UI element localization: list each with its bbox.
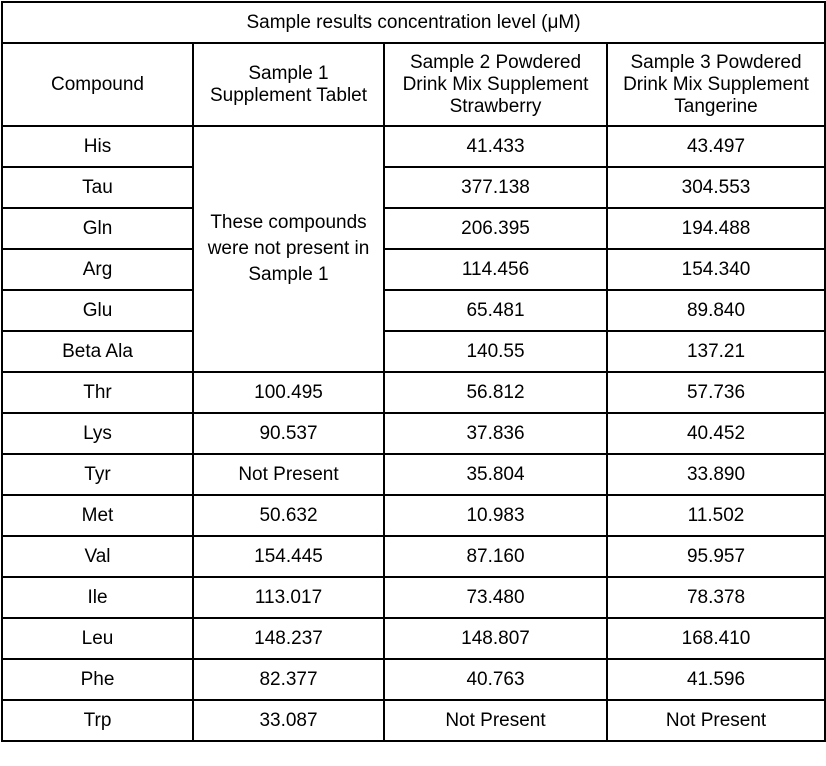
sample-3-value: 41.596 bbox=[607, 659, 825, 700]
sample-3-value: 154.340 bbox=[607, 249, 825, 290]
table-row bbox=[2, 290, 825, 331]
sample-3-value: 168.410 bbox=[607, 618, 825, 659]
sample-3-value: 89.840 bbox=[607, 290, 825, 331]
results-table bbox=[1, 1, 826, 742]
compound-cell: Trp bbox=[2, 700, 193, 741]
sample-3-value: 40.452 bbox=[607, 413, 825, 454]
sample-2-value: 35.804 bbox=[384, 454, 607, 495]
compound-cell: Phe bbox=[2, 659, 193, 700]
compound-cell: Val bbox=[2, 536, 193, 577]
table-title: Sample results concentration level (μM) bbox=[2, 2, 825, 43]
header-compound bbox=[2, 43, 193, 126]
header-row bbox=[2, 43, 825, 126]
header-line: Supplement Tablet bbox=[209, 84, 368, 106]
sample-1-value: 148.237 bbox=[193, 618, 384, 659]
sample-1-value: 82.377 bbox=[193, 659, 384, 700]
table-row bbox=[2, 372, 825, 413]
header-line: Sample 3 Powdered bbox=[630, 51, 802, 73]
compound-cell: His bbox=[2, 126, 193, 167]
sample-1-value: 113.017 bbox=[193, 577, 384, 618]
sample-2-value: 10.983 bbox=[384, 495, 607, 536]
table-row bbox=[2, 618, 825, 659]
table-row bbox=[2, 167, 825, 208]
sample-3-value: 43.497 bbox=[607, 126, 825, 167]
table-row bbox=[2, 536, 825, 577]
sample-1-value: 90.537 bbox=[193, 413, 384, 454]
sample-2-value: 87.160 bbox=[384, 536, 607, 577]
header-line: Sample 2 Powdered bbox=[409, 51, 582, 73]
table-row bbox=[2, 126, 825, 167]
table-row bbox=[2, 659, 825, 700]
sample-2-value: 40.763 bbox=[384, 659, 607, 700]
compound-cell: Thr bbox=[2, 372, 193, 413]
compound-cell: Arg bbox=[2, 249, 193, 290]
table-row bbox=[2, 454, 825, 495]
sample-1-value: Not Present bbox=[193, 454, 384, 495]
sample-3-value: 194.488 bbox=[607, 208, 825, 249]
sample-2-value: 73.480 bbox=[384, 577, 607, 618]
header-sample-2 bbox=[384, 43, 607, 126]
compound-cell: Met bbox=[2, 495, 193, 536]
header-line: Strawberry bbox=[449, 95, 542, 117]
compound-cell: Tyr bbox=[2, 454, 193, 495]
sample-2-value: 206.395 bbox=[384, 208, 607, 249]
table-row bbox=[2, 413, 825, 454]
compound-cell: Glu bbox=[2, 290, 193, 331]
sample-1-value: 33.087 bbox=[193, 700, 384, 741]
compound-cell: Beta Ala bbox=[2, 331, 193, 372]
sample-3-value: 57.736 bbox=[607, 372, 825, 413]
sample-2-value: 148.807 bbox=[384, 618, 607, 659]
sample-1-value: 100.495 bbox=[193, 372, 384, 413]
header-line: Tangerine bbox=[674, 95, 758, 117]
header-line: Drink Mix Supplement bbox=[402, 73, 589, 95]
sample-3-value: 95.957 bbox=[607, 536, 825, 577]
results-table-body bbox=[2, 2, 825, 741]
sample-2-value: 37.836 bbox=[384, 413, 607, 454]
sample-3-value: 78.378 bbox=[607, 577, 825, 618]
table-row bbox=[2, 495, 825, 536]
note-line: Sample 1 bbox=[248, 264, 329, 285]
sample-3-value: 33.890 bbox=[607, 454, 825, 495]
compound-cell: Tau bbox=[2, 167, 193, 208]
header-line: Sample 1 bbox=[248, 62, 329, 84]
sample-2-value: 140.55 bbox=[384, 331, 607, 372]
header-line: Compound bbox=[51, 73, 144, 95]
compound-cell: Gln bbox=[2, 208, 193, 249]
sample-2-value: Not Present bbox=[384, 700, 607, 741]
table-row bbox=[2, 331, 825, 372]
note-line: were not present in bbox=[207, 238, 370, 259]
sample-1-value: 50.632 bbox=[193, 495, 384, 536]
header-line: Drink Mix Supplement bbox=[623, 73, 809, 95]
table-row bbox=[2, 700, 825, 741]
note-line: These compounds bbox=[210, 212, 367, 233]
sample-3-value: 304.553 bbox=[607, 167, 825, 208]
title-row bbox=[2, 2, 825, 43]
compound-cell: Lys bbox=[2, 413, 193, 454]
sample-3-value: 11.502 bbox=[607, 495, 825, 536]
sample-2-value: 377.138 bbox=[384, 167, 607, 208]
sample-3-value: Not Present bbox=[607, 700, 825, 741]
compound-cell: Ile bbox=[2, 577, 193, 618]
sample-3-value: 137.21 bbox=[607, 331, 825, 372]
compound-cell: Leu bbox=[2, 618, 193, 659]
table-row bbox=[2, 208, 825, 249]
sample-2-value: 41.433 bbox=[384, 126, 607, 167]
sample-2-value: 114.456 bbox=[384, 249, 607, 290]
header-sample-1 bbox=[193, 43, 384, 126]
table-row bbox=[2, 249, 825, 290]
header-sample-3 bbox=[607, 43, 825, 126]
sample-1-value: 154.445 bbox=[193, 536, 384, 577]
sample-1-absent-note bbox=[193, 126, 384, 372]
table-row bbox=[2, 577, 825, 618]
sample-2-value: 65.481 bbox=[384, 290, 607, 331]
sample-2-value: 56.812 bbox=[384, 372, 607, 413]
